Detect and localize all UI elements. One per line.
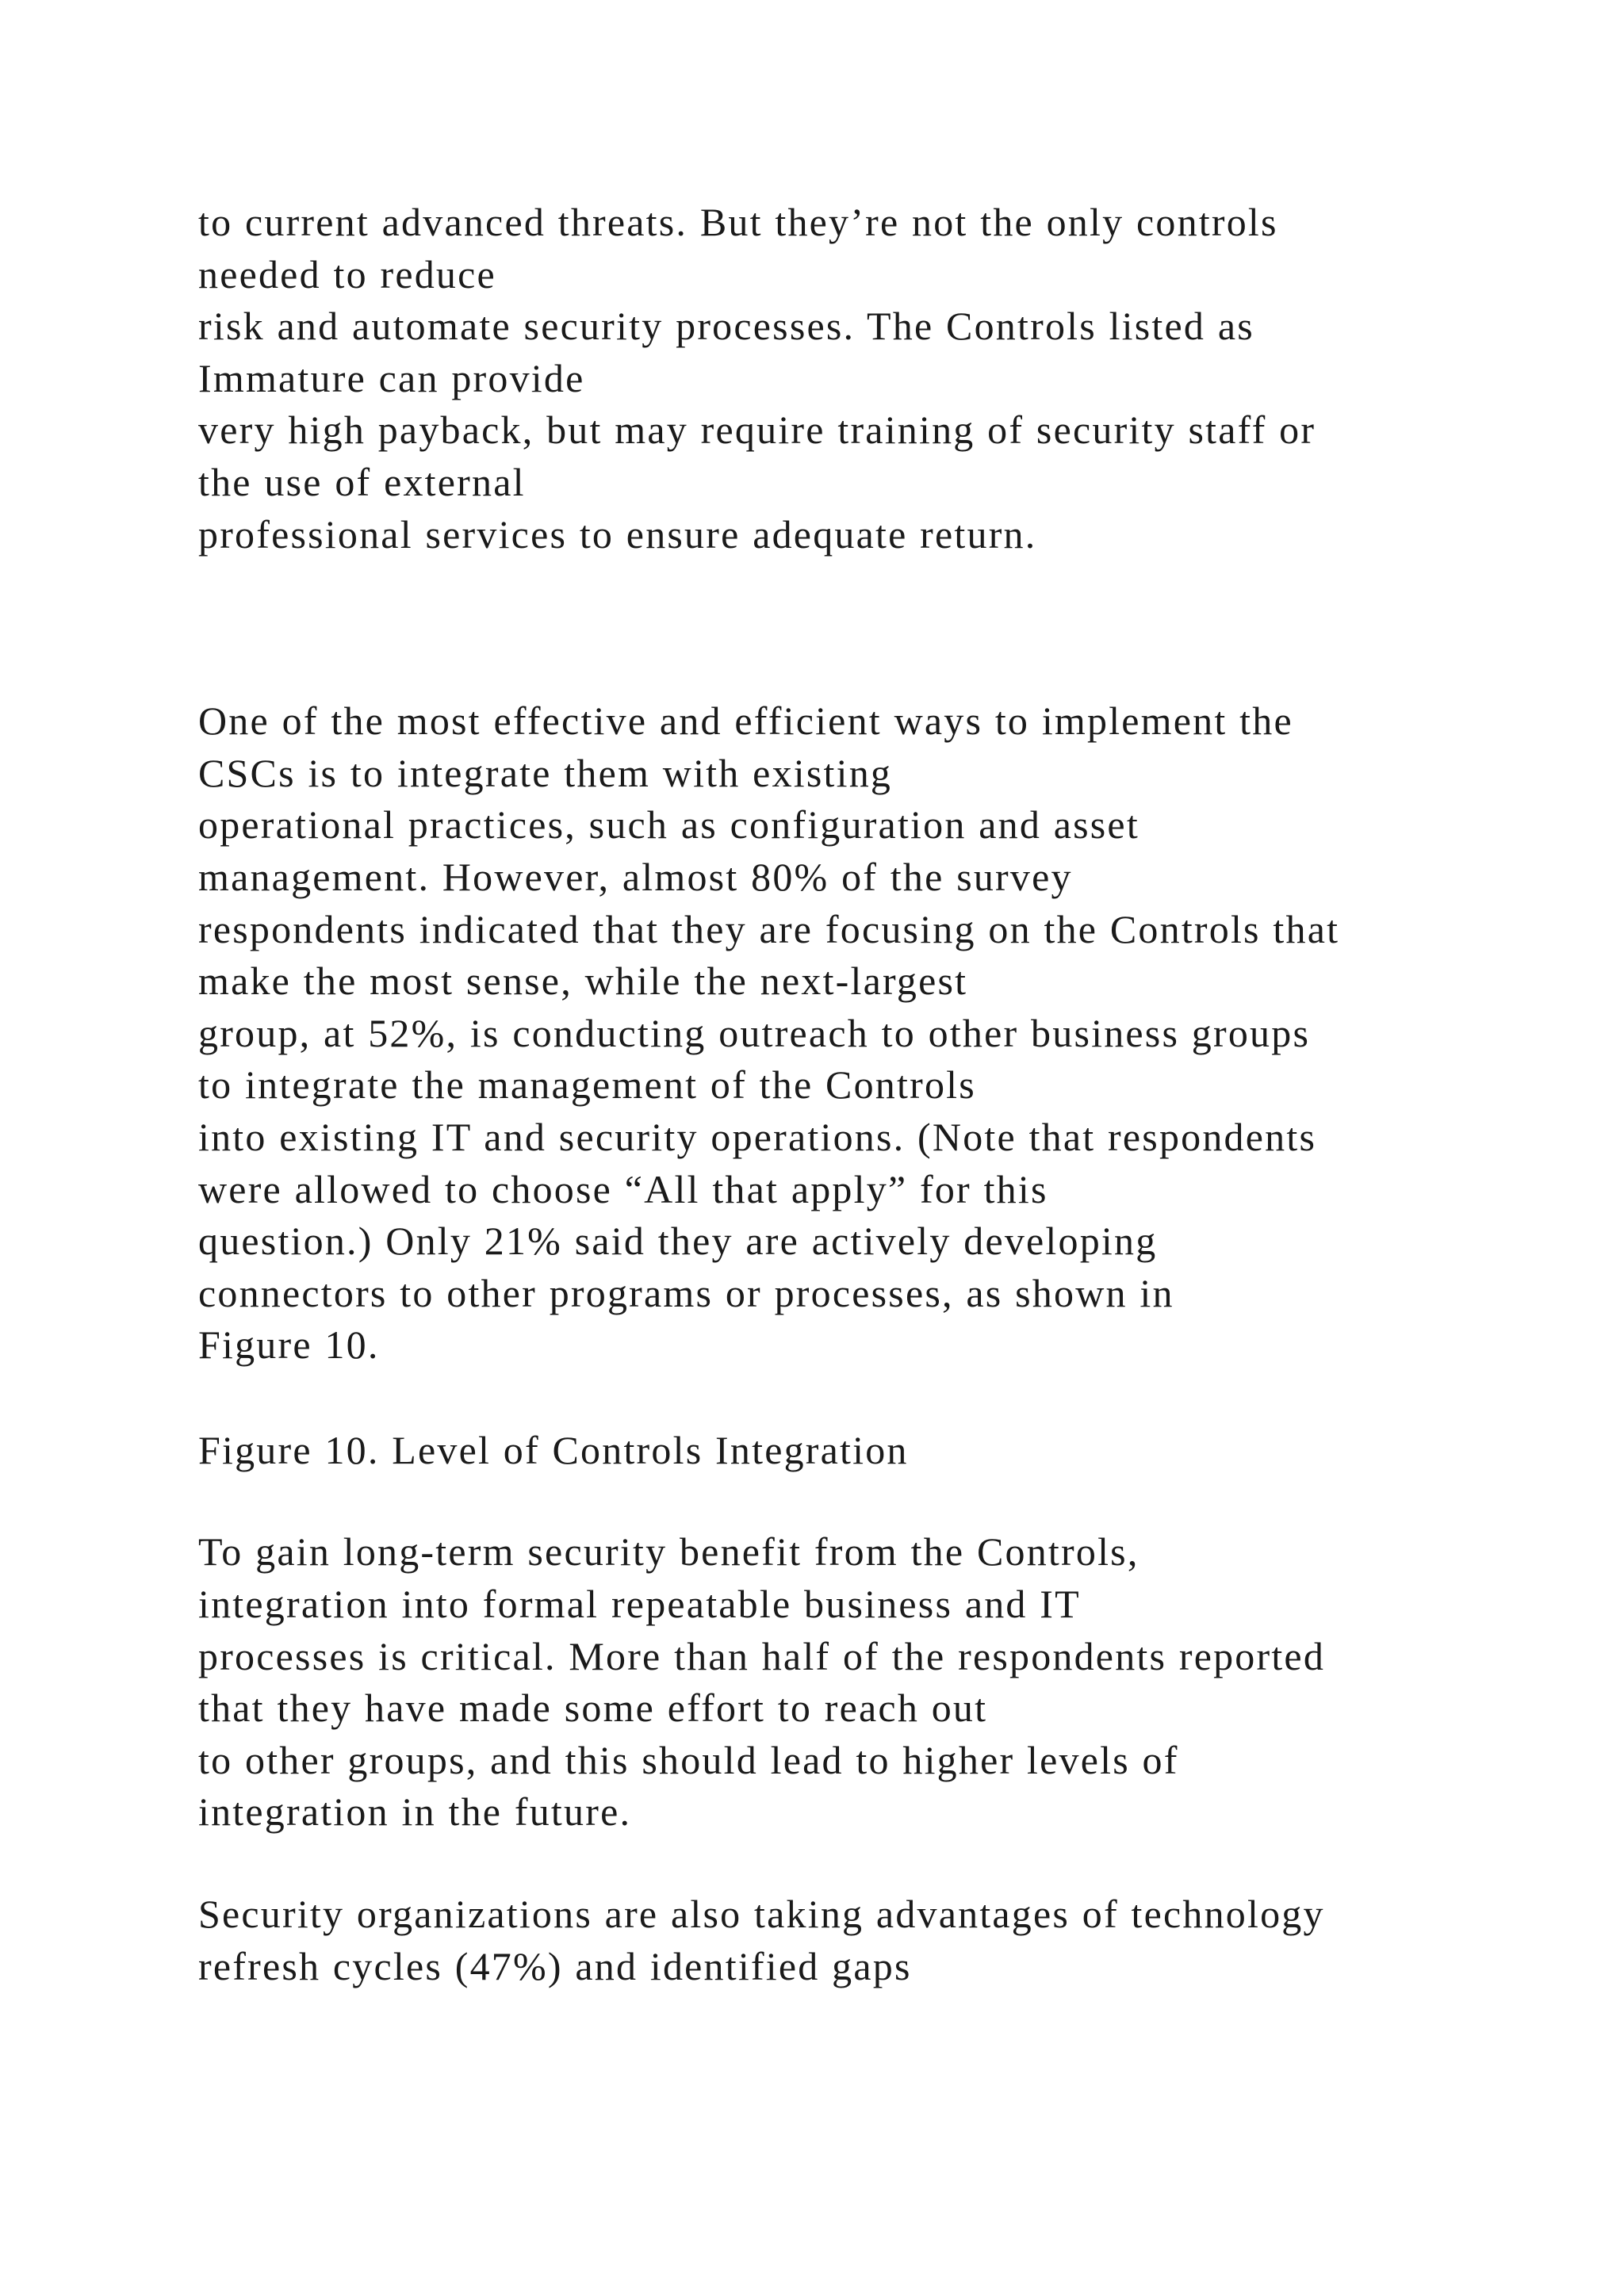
text-line: processes is critical. More than half of the respondents reported [198, 1633, 1326, 1678]
text-line: risk and automate security processes. The Controls listed as [198, 304, 1254, 349]
text-line: to current advanced threats. But they’re not the only controls [198, 200, 1278, 244]
paragraph-long-term-benefit [198, 1526, 1546, 1839]
text-line: Immature can provide [198, 355, 585, 400]
text-line: make the most sense, while the next-largest [198, 959, 968, 1004]
paragraph-technology-refresh [198, 1888, 1546, 1992]
text-line: into existing IT and security operations. (Note that respondents [198, 1114, 1317, 1159]
text-line: CSCs is to integrate them with existing [198, 750, 893, 795]
text-line: needed to reduce [198, 251, 496, 297]
text-line: group, at 52%, is conducting outreach to other business groups [198, 1010, 1311, 1055]
text-line: to integrate the management of the Controls [198, 1062, 976, 1108]
figure-caption: Figure 10. Level of Controls Integration [198, 1427, 909, 1472]
paragraph-spacer [198, 1372, 1546, 1425]
text-line: respondents indicated that they are focusing on the Controls that [198, 906, 1340, 951]
text-line: connectors to other programs or processes, as shown in [198, 1270, 1174, 1315]
text-line: Figure 10. [198, 1322, 380, 1368]
text-line: integration in the future. [198, 1789, 632, 1835]
text-line: very high payback, but may require training of security staff or [198, 408, 1316, 453]
text-line: that they have made some effort to reach out [198, 1686, 988, 1731]
text-line: to other groups, and this should lead to higher levels of [198, 1737, 1179, 1782]
paragraph-spacer [198, 1839, 1546, 1888]
paragraph-advanced-threats [198, 197, 1546, 561]
text-line: Security organizations are also taking advantages of technology [198, 1892, 1325, 1937]
text-line: integration into formal repeatable business and IT [198, 1582, 1081, 1627]
paragraph-integration [198, 695, 1546, 1372]
text-line: To gain long-term security benefit from the Controls, [198, 1529, 1139, 1575]
paragraph-spacer [198, 561, 1546, 695]
figure-caption-block [198, 1425, 1546, 1477]
text-line: professional services to ensure adequate return. [198, 511, 1037, 557]
text-line: question.) Only 21% said they are actively developing [198, 1219, 1158, 1264]
text-line: operational practices, such as configuration and asset [198, 802, 1139, 848]
text-line: the use of external [198, 459, 526, 504]
text-line: One of the most effective and efficient ways to implement the [198, 698, 1293, 744]
paragraph-spacer [198, 1476, 1546, 1526]
text-line: management. However, almost 80% of the survey [198, 854, 1073, 899]
text-line: were allowed to choose “All that apply” for this [198, 1166, 1048, 1211]
text-line: refresh cycles (47%) and identified gaps [198, 1943, 912, 1988]
text-column [198, 197, 1546, 1992]
